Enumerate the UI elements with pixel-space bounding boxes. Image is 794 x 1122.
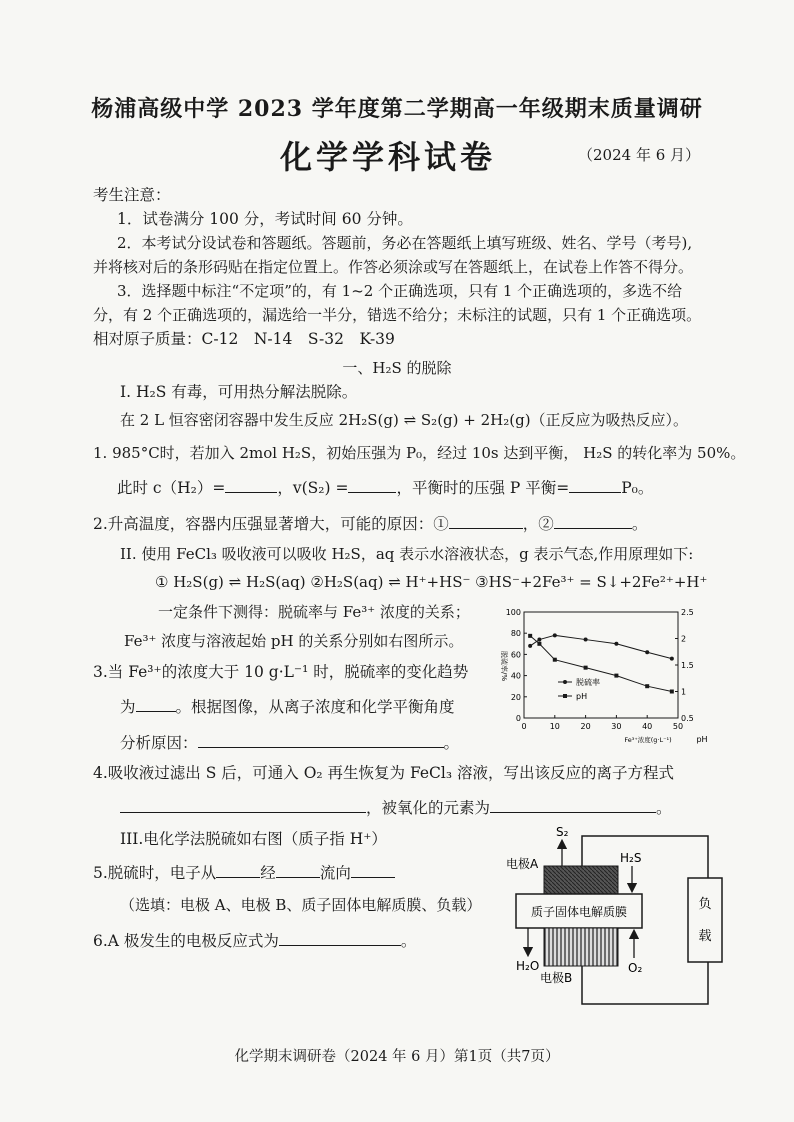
data-point-ph [537, 642, 541, 646]
page-footer: 化学期末调研卷（2024 年 6 月）第1页（共7页） [234, 1049, 560, 1065]
question-2: 2.升高温度，容器内压强显著增大，可能的原因：① ，② 。 [93, 515, 648, 533]
data-point-desulfurization [584, 638, 588, 642]
part2-equations: ① H₂S(g) ⇌ H₂S(aq) ②H₂S(aq) ⇌ H⁺+HS⁻ ③HS⁻+2Fe³⁺ = S↓+2Fe²⁺+H⁺ [155, 573, 708, 591]
x-tick-label: 10 [549, 722, 560, 731]
legend-marker-ph [563, 694, 567, 698]
question-5: 5.脱硫时，电子从 经 流向 [93, 863, 395, 882]
x-tick-label: 20 [580, 722, 591, 731]
exam-date: （2024 年 6 月） [578, 146, 701, 164]
y-right-tick-label: 2.5 [681, 608, 694, 617]
exam-title: 杨浦高级中学 2023 学年度第二学期高一年级期末质量调研 [91, 96, 703, 122]
answer-blank-reason-1[interactable] [449, 514, 523, 529]
y-left-tick-label: 20 [510, 692, 521, 702]
data-point-ph [645, 684, 649, 688]
load-label-2: 载 [698, 929, 712, 944]
answer-blank-from[interactable] [216, 863, 260, 878]
x-tick-label: 40 [642, 722, 653, 731]
data-point-ph [584, 666, 588, 670]
y-right-tick-label: 0.5 [681, 714, 694, 723]
chart-frame [524, 612, 678, 718]
part2-intro: II. 使用 FeCl₃ 吸收液可以吸收 H₂S，aq 表示水溶液状态，g 表示气态,作用原理如下: [120, 545, 694, 563]
membrane-label: 质子固体电解质膜 [530, 905, 628, 919]
data-point-desulfurization [614, 642, 618, 646]
y-left-tick-label: 80 [510, 629, 521, 639]
series-line-desulfurization [530, 635, 672, 658]
answer-blank-trend[interactable] [136, 697, 176, 712]
s2-label: S₂ [556, 825, 569, 839]
part2-condition-1: 一定条件下测得：脱硫率与 Fe³⁺ 浓度的关系； [158, 603, 470, 621]
y-left-axis-label: 脱硫率/% [500, 650, 508, 682]
question-4-line-1: 4.吸收液过滤出 S 后，可通入 O₂ 再生恢复为 FeCl₃ 溶液，写出该反应的离子方程式 [93, 764, 675, 782]
data-point-desulfurization [528, 644, 532, 648]
x-tick-label: 30 [611, 722, 622, 731]
electrode-b-label: 电极B [540, 971, 573, 985]
x-tick-label: 0 [521, 722, 527, 731]
part3-intro: III.电化学法脱硫如右图（质子指 H⁺） [120, 830, 387, 848]
notice-item-1: 1．试卷满分 100 分，考试时间 60 分钟。 [117, 210, 413, 228]
data-point-desulfurization [553, 633, 557, 637]
notice-item-2-line-1: 2．本考试分设试卷和答题纸。答题前，务必在答题纸上填写班级、姓名、学号（考号), [117, 234, 693, 252]
y-right-tick-label: 2 [681, 634, 687, 644]
answer-blank-pressure[interactable] [569, 478, 621, 493]
legend-label-desulfurization: 脱硫率 [576, 678, 600, 687]
question-3-line-1: 3.当 Fe³⁺的浓度大于 10 g·L⁻¹ 时，脱硫率的变化趋势 [93, 663, 469, 681]
question-6: 6.A 极发生的电极反应式为 。 [93, 932, 417, 950]
series-line-ph [530, 636, 672, 692]
o2-label: O₂ [628, 961, 643, 975]
answer-blank-analysis[interactable] [198, 733, 444, 748]
y-left-tick-label: 0 [515, 714, 521, 723]
data-point-desulfurization [537, 638, 541, 642]
data-point-ph [553, 658, 557, 662]
question-1-line-1: 1. 985°C时，若加入 2mol H₂S，初始压强为 P₀，经过 10s 达到平衡， H₂S 的转化率为 50%。 [93, 444, 746, 462]
x-axis-label: Fe³⁺浓度(g·L⁻¹) [624, 736, 672, 744]
legend-label-ph: pH [576, 692, 588, 701]
x-tick-label: 50 [672, 722, 684, 731]
data-point-desulfurization [645, 650, 649, 654]
data-point-ph [528, 634, 532, 638]
part1-reaction: 在 2 L 恒容密闭容器中发生反应 2H₂S(g) ⇌ S₂(g) + 2H₂(g)（正反应为吸热反应）。 [120, 411, 689, 429]
question-3-line-2: 为 。根据图像，从离子浓度和化学平衡角度 [120, 698, 455, 716]
question-3-line-3: 分析原因： 。 [120, 734, 460, 752]
part1-intro: I. H₂S 有毒，可用热分解法脱除。 [120, 383, 358, 401]
electrode-a [544, 866, 618, 894]
atomic-mass: 相对原子质量：C-12 N-14 S-32 K-39 [93, 330, 395, 348]
question-5-options: （选填：电极 A、电极 B、质子固体电解质膜、负载） [120, 896, 482, 914]
h2o-label: H₂O [516, 959, 540, 973]
answer-blank-ionic-equation[interactable] [120, 798, 366, 813]
y-right-tick-label: 1.5 [681, 661, 694, 670]
y-right-tick-label: 1 [681, 687, 687, 697]
answer-blank-reason-2[interactable] [554, 514, 632, 529]
answer-blank-electrode-reaction[interactable] [279, 931, 401, 946]
h2s-label: H₂S [620, 851, 642, 865]
load-box [688, 878, 722, 962]
notice-item-2-line-2: 并将核对后的条形码贴在指定位置上。作答必须涂或写在答题纸上，在试卷上作答不得分。 [93, 258, 694, 276]
y-left-tick-label: 40 [510, 671, 521, 681]
question-4-line-2: ，被氧化的元素为 。 [120, 798, 672, 817]
question-1-line-2: 此时 c（H₂）= ，v(S₂) = ，平衡时的压强 P 平衡= P₀。 [117, 479, 654, 497]
data-point-ph [614, 674, 618, 678]
y-left-tick-label: 60 [510, 650, 521, 660]
legend-marker-desulfurization [563, 680, 567, 684]
notice-item-3-line-2: 分，有 2 个正确选项的，漏选给一半分，错选不给分；未标注的试题，只有 1 个正确选项。 [93, 306, 702, 324]
subject-title: 化学学科试卷 [280, 138, 497, 176]
data-point-ph [670, 690, 674, 694]
electrochemical-cell-diagram [500, 822, 730, 1022]
desulfurization-chart [488, 600, 713, 750]
notice-heading: 考生注意： [93, 186, 171, 204]
load-label-1: 负 [698, 897, 712, 912]
data-point-desulfurization [670, 657, 674, 661]
section-title: 一、H₂S 的脱除 [342, 359, 452, 377]
part2-condition-2: Fe³⁺ 浓度与溶液起始 pH 的关系分别如右图所示。 [124, 632, 464, 650]
answer-blank-oxidized-element[interactable] [490, 798, 656, 813]
answer-blank-via[interactable] [276, 863, 320, 878]
answer-blank-to[interactable] [351, 863, 395, 878]
notice-item-3-line-1: 3．选择题中标注“不定项”的，有 1~2 个正确选项，只有 1 个正确选项的，多选不给 [117, 282, 683, 300]
electrode-a-label: 电极A [506, 857, 539, 871]
answer-blank-v-s2[interactable] [348, 478, 396, 493]
answer-blank-c-h2[interactable] [225, 478, 277, 493]
y-right-axis-label: pH [696, 735, 708, 744]
electrode-b [544, 928, 618, 966]
y-left-tick-label: 100 [505, 608, 521, 617]
